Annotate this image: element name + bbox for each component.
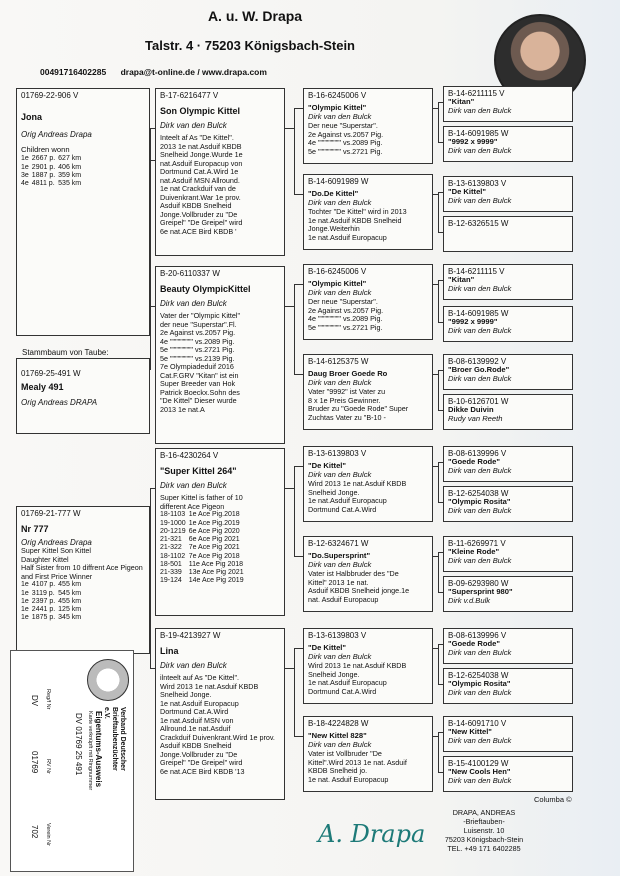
pedigree-box-gen4 [443, 216, 573, 252]
connector-line [285, 128, 294, 129]
children-label: Children wonn [21, 145, 70, 155]
result-cell: 21-322 [160, 544, 182, 552]
ring-number: B-08-6139996 V [448, 631, 507, 640]
breeder-name: Dirk van den Bulck [448, 326, 512, 336]
ring-number: B-12-6254038 W [448, 671, 509, 680]
result-row [21, 172, 84, 180]
connector-line [438, 322, 443, 323]
connector-line [438, 192, 443, 193]
connector-line [438, 280, 439, 322]
ring-number: B-08-6139992 V [448, 357, 507, 366]
ring-number: B-20-6110337 W [160, 269, 220, 278]
breeder-name: Orig Andreas Drapa [21, 130, 92, 140]
result-cell: 1e [21, 581, 29, 589]
result-row [160, 544, 247, 552]
card-title: Eigentums-Ausweis [94, 711, 103, 788]
ring-number: B-14-6211115 V [448, 89, 505, 98]
pedigree-box-gen4 [443, 628, 573, 664]
connector-line [150, 128, 155, 129]
connector-line [294, 194, 303, 195]
result-row [21, 164, 84, 172]
pigeon-name: "Kitan" [448, 97, 475, 107]
pigeon-name: "9992 x 9999" [448, 137, 498, 147]
ring-number: B-08-6139996 V [448, 449, 507, 458]
result-cell: 627 km [58, 155, 82, 163]
connector-line [438, 280, 443, 281]
result-row [160, 511, 247, 519]
result-cell: 1e [21, 589, 29, 597]
pigeon-notes: Der neue "Superstar". 2e Against vs.2057 Pig. 4e """"""""" vs.2089 Pig. 5e """"""""" vs.2721 Pig. [308, 121, 384, 156]
connector-line [433, 466, 438, 467]
ring-number: B-13-6139803 V [308, 631, 367, 640]
header-contact [40, 67, 420, 77]
result-cell: 1e [21, 597, 29, 605]
breeder-name: Dirk van den Bulck [448, 776, 512, 786]
result-cell: 1e Ace Pig.2018 [188, 511, 240, 519]
result-cell: 535 km [58, 180, 82, 188]
ring-number: B-14-6091710 V [448, 719, 507, 728]
breeder-name: Dirk van den Bulck [308, 378, 372, 388]
connector-line [438, 502, 443, 503]
breeder-name: Dirk van den Bulck [160, 481, 227, 491]
result-row [160, 528, 247, 536]
pigeon-notes: Vater ist Halbbruder des "De Kittel" 2013 1e nat. Asduif KBDB Snelheid jonge.1e nat. Asduif Europacup [308, 569, 410, 604]
header-address: Talstr. 4 · 75203 Königsbach-Stein [145, 38, 355, 53]
pigeon-name: "New Kittel 828" [308, 731, 367, 741]
pigeon-notes: Tochter "De Kittel" wird in 2013 1e nat.Asduif KBDB Snelheid Jonge.Weiterhin 1e nat.Asduif Europacup [308, 207, 407, 242]
ring-number: B-14-6091985 W [448, 309, 509, 318]
pigeon-name: "Supersprint 980" [448, 587, 513, 597]
card-value-reg: DV [30, 695, 39, 707]
pedigree-box-gen4 [443, 446, 573, 482]
result-cell: 14e Ace Pig 2019 [188, 577, 244, 585]
result-cell: 20-1219 [160, 527, 186, 535]
pigeon-name: Son Olympic Kittel [160, 106, 241, 117]
result-row [21, 590, 84, 598]
ace-results-table [160, 511, 247, 585]
connector-line [150, 668, 155, 669]
result-cell: 4811 p. [31, 180, 55, 188]
pedigree-box-gen4 [443, 394, 573, 430]
pigeon-name: "9992 x 9999" [448, 317, 498, 327]
connector-line [433, 194, 438, 195]
result-cell: 11e Ace Pig 2018 [188, 560, 244, 568]
ring-number: 01769-21-777 W [21, 509, 81, 518]
breeder-name: Dirk van den Bulck [448, 556, 512, 566]
breeder-name: Dirk van den Bulck [448, 736, 512, 746]
connector-line [438, 552, 439, 592]
federation-logo-icon [87, 659, 129, 701]
ring-number: B-12-6324671 W [308, 539, 369, 548]
connector-line [433, 648, 438, 649]
pedigree-box-gen3 [303, 174, 433, 250]
connector-line [433, 736, 438, 737]
pedigree-box-gen4 [443, 86, 573, 122]
pigeon-notes: ilnteelt auf As "De Kittel". Wird 2013 1e nat.Asduif KBDB Snelheid Jonge. 1e nat.Asduif Europacup Dortmund Cat.A.Wird 1e nat.Asduif MSN von Allround.1e nat.Asduif Crackduif Duivenkrant.Wird 1e prov. Asduif KBDB Snelheid Jonge.Vollbruder zu "De Greipel" "De Greipel" wird 6e nat.ACE Bird KBDB '13 [160, 673, 275, 776]
ring-number: B-09-6293980 W [448, 579, 509, 588]
header-email-web[interactable]: drapa@t-online.de / www.drapa.com [120, 67, 267, 77]
ring-number: B-13-6139803 V [308, 449, 367, 458]
result-cell: 6e Ace Pig 2021 [188, 536, 240, 544]
result-cell: 19-1000 [160, 519, 186, 527]
pigeon-name: Lina [160, 646, 179, 657]
pigeon-name: "Kleine Rode" [448, 547, 500, 557]
pedigree-box-gen4 [443, 354, 573, 390]
connector-line [438, 732, 443, 733]
result-cell: 4107 p. [31, 581, 56, 589]
connector-line [438, 462, 439, 502]
result-row [160, 561, 247, 569]
connector-line [150, 306, 155, 307]
breeder-name: Dirk van den Bulck [308, 740, 372, 750]
pigeon-name: "Kitan" [448, 275, 475, 285]
pigeon-name: "Olympic Rosita" [448, 497, 511, 507]
result-cell: 359 km [58, 171, 82, 179]
pigeon-name: "Goede Rode" [448, 457, 500, 467]
ring-number: B-12-6326515 W [448, 219, 509, 228]
result-cell: 1e [21, 606, 29, 614]
columba-mark: Columba © [534, 795, 572, 804]
connector-line [285, 668, 294, 669]
subject-box [16, 358, 150, 434]
ring-number: 01769-22-906 V [21, 91, 79, 100]
result-row [160, 553, 247, 561]
result-cell: 13e Ace Pig 2021 [188, 569, 244, 577]
ring-number: B-13-6139803 V [448, 179, 507, 188]
pedigree-box-gen2 [155, 628, 285, 800]
result-cell: 1875 p. [31, 614, 56, 622]
pigeon-name: Beauty OlympicKittel [160, 284, 251, 295]
pedigree-box-gen3 [303, 446, 433, 522]
pedigree-box-gen4 [443, 716, 573, 752]
connector-line [150, 488, 151, 668]
connector-line [438, 370, 443, 371]
connector-line [433, 284, 438, 285]
connector-line [294, 556, 303, 557]
pedigree-box-gen3 [303, 716, 433, 792]
card-org: Verband Deutscher Brieftaubenzüchter e.V. [102, 707, 126, 771]
connector-line [294, 284, 295, 374]
connector-line [294, 736, 303, 737]
connector-line [294, 466, 295, 556]
result-cell: 455 km [58, 597, 82, 605]
result-row [21, 614, 84, 622]
result-row [21, 155, 84, 163]
pedigree-box-gen4 [443, 176, 573, 212]
pigeon-name: "Super Kittel 264" [160, 466, 237, 477]
header-phone: 00491716402285 [40, 67, 107, 77]
pedigree-box-gen4 [443, 668, 573, 704]
connector-line [294, 374, 303, 375]
pigeon-name: "Do.Supersprint" [308, 551, 371, 561]
connector-line [438, 102, 443, 103]
result-cell: 1e Ace Pig.2019 [188, 519, 240, 527]
pigeon-notes: Vater "9992" ist Vater zu 8 x 1e Preis Gewinner. Bruder zu "Goede Rode" Super Zuchtas Vater zu "B-10 - [308, 387, 409, 422]
card-ring: DV 01769 25 491 [74, 713, 83, 776]
pedigree-box-gen3 [303, 264, 433, 340]
breeder-name: Dirk van den Bulck [308, 288, 372, 298]
breeder-name: Dirk van den Bulck [448, 374, 512, 384]
pedigree-box-gen4 [443, 576, 573, 612]
pigeon-name: "De Kittel" [308, 461, 347, 471]
breeder-name: Dirk van den Bulck [308, 560, 372, 570]
breeder-name: Dirk van den Bulck [448, 196, 512, 206]
connector-line [150, 488, 155, 489]
breeder-name: Dirk van den Bulck [448, 506, 512, 516]
result-cell: 2667 p. [31, 155, 56, 163]
connector-line [438, 192, 439, 232]
breeder-name: Dirk van den Bulck [308, 198, 372, 208]
connector-line [438, 410, 443, 411]
pedigree-box-gen4 [443, 536, 573, 572]
result-cell: 345 km [58, 614, 82, 622]
result-cell: 18-501 [160, 560, 182, 568]
sire-box [16, 88, 150, 336]
breeder-name: Dirk van den Bulck [448, 648, 512, 658]
ring-number: B-11-6269971 V [448, 539, 506, 548]
ring-number: B-14-6091989 W [308, 177, 369, 186]
connector-line [438, 370, 439, 410]
connector-line [438, 732, 439, 772]
pedigree-box-gen4 [443, 264, 573, 300]
result-row [21, 180, 84, 188]
ring-number: B-10-6126701 W [448, 397, 509, 406]
result-cell: 21-339 [160, 569, 182, 577]
breeder-name: Orig Andreas DRAPA [21, 398, 98, 408]
connector-line [438, 102, 439, 142]
card-value-rv: 01769 [30, 751, 39, 774]
result-cell: 125 km [58, 606, 82, 614]
pigeon-name: "De Kittel" [448, 187, 487, 197]
card-label-reg: Reg/f Nr [45, 689, 51, 710]
ring-number: B-18-4224828 W [308, 719, 369, 728]
connector-line [438, 142, 443, 143]
pedigree-box-gen2 [155, 448, 285, 616]
result-cell: 21-321 [160, 536, 182, 544]
connector-line [294, 648, 303, 649]
card-label-verein: Verein Nr [45, 823, 51, 846]
connector-line [438, 552, 443, 553]
pedigree-box-gen3 [303, 354, 433, 430]
result-row [21, 598, 84, 606]
card-value-verein: 702 [30, 825, 39, 839]
pedigree-box-gen3 [303, 88, 433, 164]
pedigree-box-gen2 [155, 266, 285, 444]
pigeon-name: "Goede Rode" [448, 639, 500, 649]
card-subtitle: Karte verknüpft mit Ringnummer [87, 711, 93, 791]
ring-number: B-19-4213927 W [160, 631, 221, 640]
ownership-card [10, 650, 134, 872]
result-row [160, 569, 247, 577]
result-row [160, 520, 247, 528]
ring-number: B-15-4100129 W [448, 759, 509, 768]
pigeon-notes: Vater ist Vollbruder "De Kittel".Wird 2013 1e nat. Asduif KBDB Snelheid jo. 1e nat. Asduif Europacup [308, 749, 407, 784]
connector-line [438, 684, 443, 685]
pigeon-notes: Der neue "Superstar". 2e Against vs.2057 Pig. 4e """"""""" vs.2089 Pig. 5e """"""""" vs.2721 Pig. [308, 297, 384, 332]
result-cell: 1e [21, 155, 29, 163]
connector-line [294, 284, 303, 285]
pedigree-box-gen3 [303, 536, 433, 612]
result-row [21, 606, 84, 614]
results-table [21, 155, 84, 188]
breeder-name: Dirk van den Bulck [308, 652, 372, 662]
pigeon-name: Nr 777 [21, 524, 49, 535]
result-row [21, 581, 84, 589]
result-cell: 18-1102 [160, 552, 186, 560]
result-cell: 6e Ace Pig 2020 [188, 527, 240, 535]
connector-line [438, 772, 443, 773]
pedigree-box-gen4 [443, 126, 573, 162]
connector-line [438, 232, 443, 233]
breeder-name: Dirk van den Bulck [448, 106, 512, 116]
connector-line [438, 644, 443, 645]
pigeon-name: "De Kittel" [308, 643, 347, 653]
connector-line [294, 108, 295, 194]
result-cell: 7e Ace Pig 2021 [188, 544, 240, 552]
connector-line [150, 128, 151, 306]
pedigree-box-gen4 [443, 486, 573, 522]
ring-number: B-14-6091985 W [448, 129, 509, 138]
pigeon-name: Dikke Duivin [448, 405, 494, 415]
connector-line [433, 374, 438, 375]
ring-number: B-16-6245006 V [308, 91, 367, 100]
pigeon-notes: Super Kittel is father of 10 different Ace Pigeon [160, 493, 243, 511]
ring-number: B-14-6211115 V [448, 267, 505, 276]
connector-line [438, 462, 443, 463]
breeder-name: Dirk van den Bulck [160, 661, 227, 671]
breeder-name: Dirk van den Bulck [448, 466, 512, 476]
pigeon-notes: Super Kittel Son Kittel Daughter Kittel Half Sister from 10 diffrent Ace Pigeon and First Price Winner [21, 546, 143, 581]
pigeon-name: Mealy 491 [21, 382, 64, 393]
ring-number: B-16-4230264 V [160, 451, 219, 460]
pedigree-box-gen2 [155, 88, 285, 256]
result-cell: 2441 p. [31, 606, 56, 614]
connector-line [433, 556, 438, 557]
pigeon-name: Daug Broer Goede Ro [308, 369, 388, 379]
breeder-name: Dirk van den Bulck [448, 688, 512, 698]
connector-line [433, 108, 438, 109]
pigeon-notes: Inteelt af As "De Kittel". 2013 1e nat.Asduif KBDB Snelheid Jonge.Wurde 1e nat.Asduif Europacup von Dortmund Cat.A.Wird 1e nat.Asduif MSN Allround. 1e nat Crackduif van de Duivenkrant.War 1e prov. Asduif KBDB Snelheid Jonge.Vollbruder zu "De Greipel" "De Greipel" wird 6e nat.ACE Bird KBDB ' [160, 133, 243, 236]
breeder-name: Dirk van den Bulck [160, 299, 227, 309]
ring-number: 01769-25-491 W [21, 369, 81, 378]
pigeon-name: "Olympic Rosita" [448, 679, 511, 689]
breeder-name: Dirk van den Bulck [160, 121, 227, 131]
stammbaum-label: Stammbaum von Taube: [22, 348, 109, 357]
breeder-name: Rudy van Reeth [448, 414, 503, 424]
header-title: A. u. W. Drapa [207, 8, 303, 24]
dam-box [16, 506, 150, 654]
results-table [21, 581, 84, 622]
pedigree-box-gen4 [443, 756, 573, 792]
result-cell: 2901 p. [31, 163, 56, 171]
pigeon-notes: Vater der "Olympic Kittel" der neue "Superstar".Fl. 2e Against vs.2057 Pig. 4e """"""""" vs.2089 Pig. 5e """"""""" vs.2721 Pig. 5e """"""""" vs.2139 Pig. 7e Olympiadeduif 2016 Cat.F.GRV "Kitan" ist ein Super Breeder van Hok Patrick Boeckx.Sohn des "De Kittel" Dieser wurde 2013 1e nat.A [160, 311, 241, 414]
pedigree-box-gen3 [303, 628, 433, 704]
result-cell: 1e [21, 614, 29, 622]
pigeon-name: Jona [21, 112, 43, 123]
result-cell: 3119 p. [31, 589, 55, 597]
result-cell: 1887 p. [31, 171, 56, 179]
breeder-name: Orig Andreas Drapa [21, 538, 92, 548]
pedigree-box-gen4 [443, 306, 573, 342]
breeder-name: Dirk van den Bulck [448, 146, 512, 156]
result-cell: 4e [21, 180, 29, 188]
pigeon-name: "Olympic Kittel" [308, 279, 367, 289]
breeder-name: Dirk van den Bulck [308, 112, 372, 122]
breeder-name: Dirk v.d.Bulk [448, 596, 491, 606]
pigeon-notes: Wird 2013 1e nat.Asduif KBDB Snelheid Jonge. 1e nat.Asduif Europacup Dortmund Cat.A.Wird [308, 479, 407, 514]
footer-address: DRAPA, ANDREAS -Brieftauben- Luisenstr. 10 75203 Königsbach-Stein TEL. +49 171 6402285 [444, 808, 524, 853]
ring-number: B-16-6245006 V [308, 267, 367, 276]
breeder-name: Dirk van den Bulck [308, 470, 372, 480]
signature: A. Drapa [318, 820, 426, 848]
result-cell: 18-1103 [160, 511, 186, 519]
result-cell: 545 km [58, 589, 82, 597]
ring-number: B-17-6216477 V [160, 91, 219, 100]
breeder-name: Dirk van den Bulck [448, 284, 512, 294]
ring-number: B-14-6125375 W [308, 357, 369, 366]
connector-line [294, 108, 303, 109]
pigeon-name: "Olympic Kittel" [308, 103, 367, 113]
result-cell: 406 km [58, 163, 82, 171]
result-cell: 2397 p. [31, 597, 56, 605]
pigeon-name: "New Cools Hen" [448, 767, 511, 777]
result-cell: 455 km [58, 581, 82, 589]
pigeon-name: "Do.De Kittel" [308, 189, 359, 199]
result-cell: 3e [21, 171, 29, 179]
connector-line [438, 592, 443, 593]
ring-number: B-12-6254038 W [448, 489, 509, 498]
result-row [160, 577, 247, 585]
connector-line [285, 306, 294, 307]
pigeon-name: "Broer Go.Rode" [448, 365, 510, 375]
connector-line [438, 644, 439, 684]
connector-line [294, 648, 295, 736]
connector-line [294, 466, 303, 467]
connector-line [285, 488, 294, 489]
pigeon-notes: Wird 2013 1e nat.Asduif KBDB Snelheid Jonge. 1e nat.Asduif Europacup Dortmund Cat.A.Wird [308, 661, 407, 696]
result-row [160, 536, 247, 544]
result-cell: 1e [21, 163, 29, 171]
result-cell: 19-124 [160, 577, 182, 585]
result-cell: 7e Ace Pig 2018 [188, 552, 240, 560]
pigeon-name: "New Kittel" [448, 727, 492, 737]
card-label-rv: RV Nr [45, 759, 51, 774]
